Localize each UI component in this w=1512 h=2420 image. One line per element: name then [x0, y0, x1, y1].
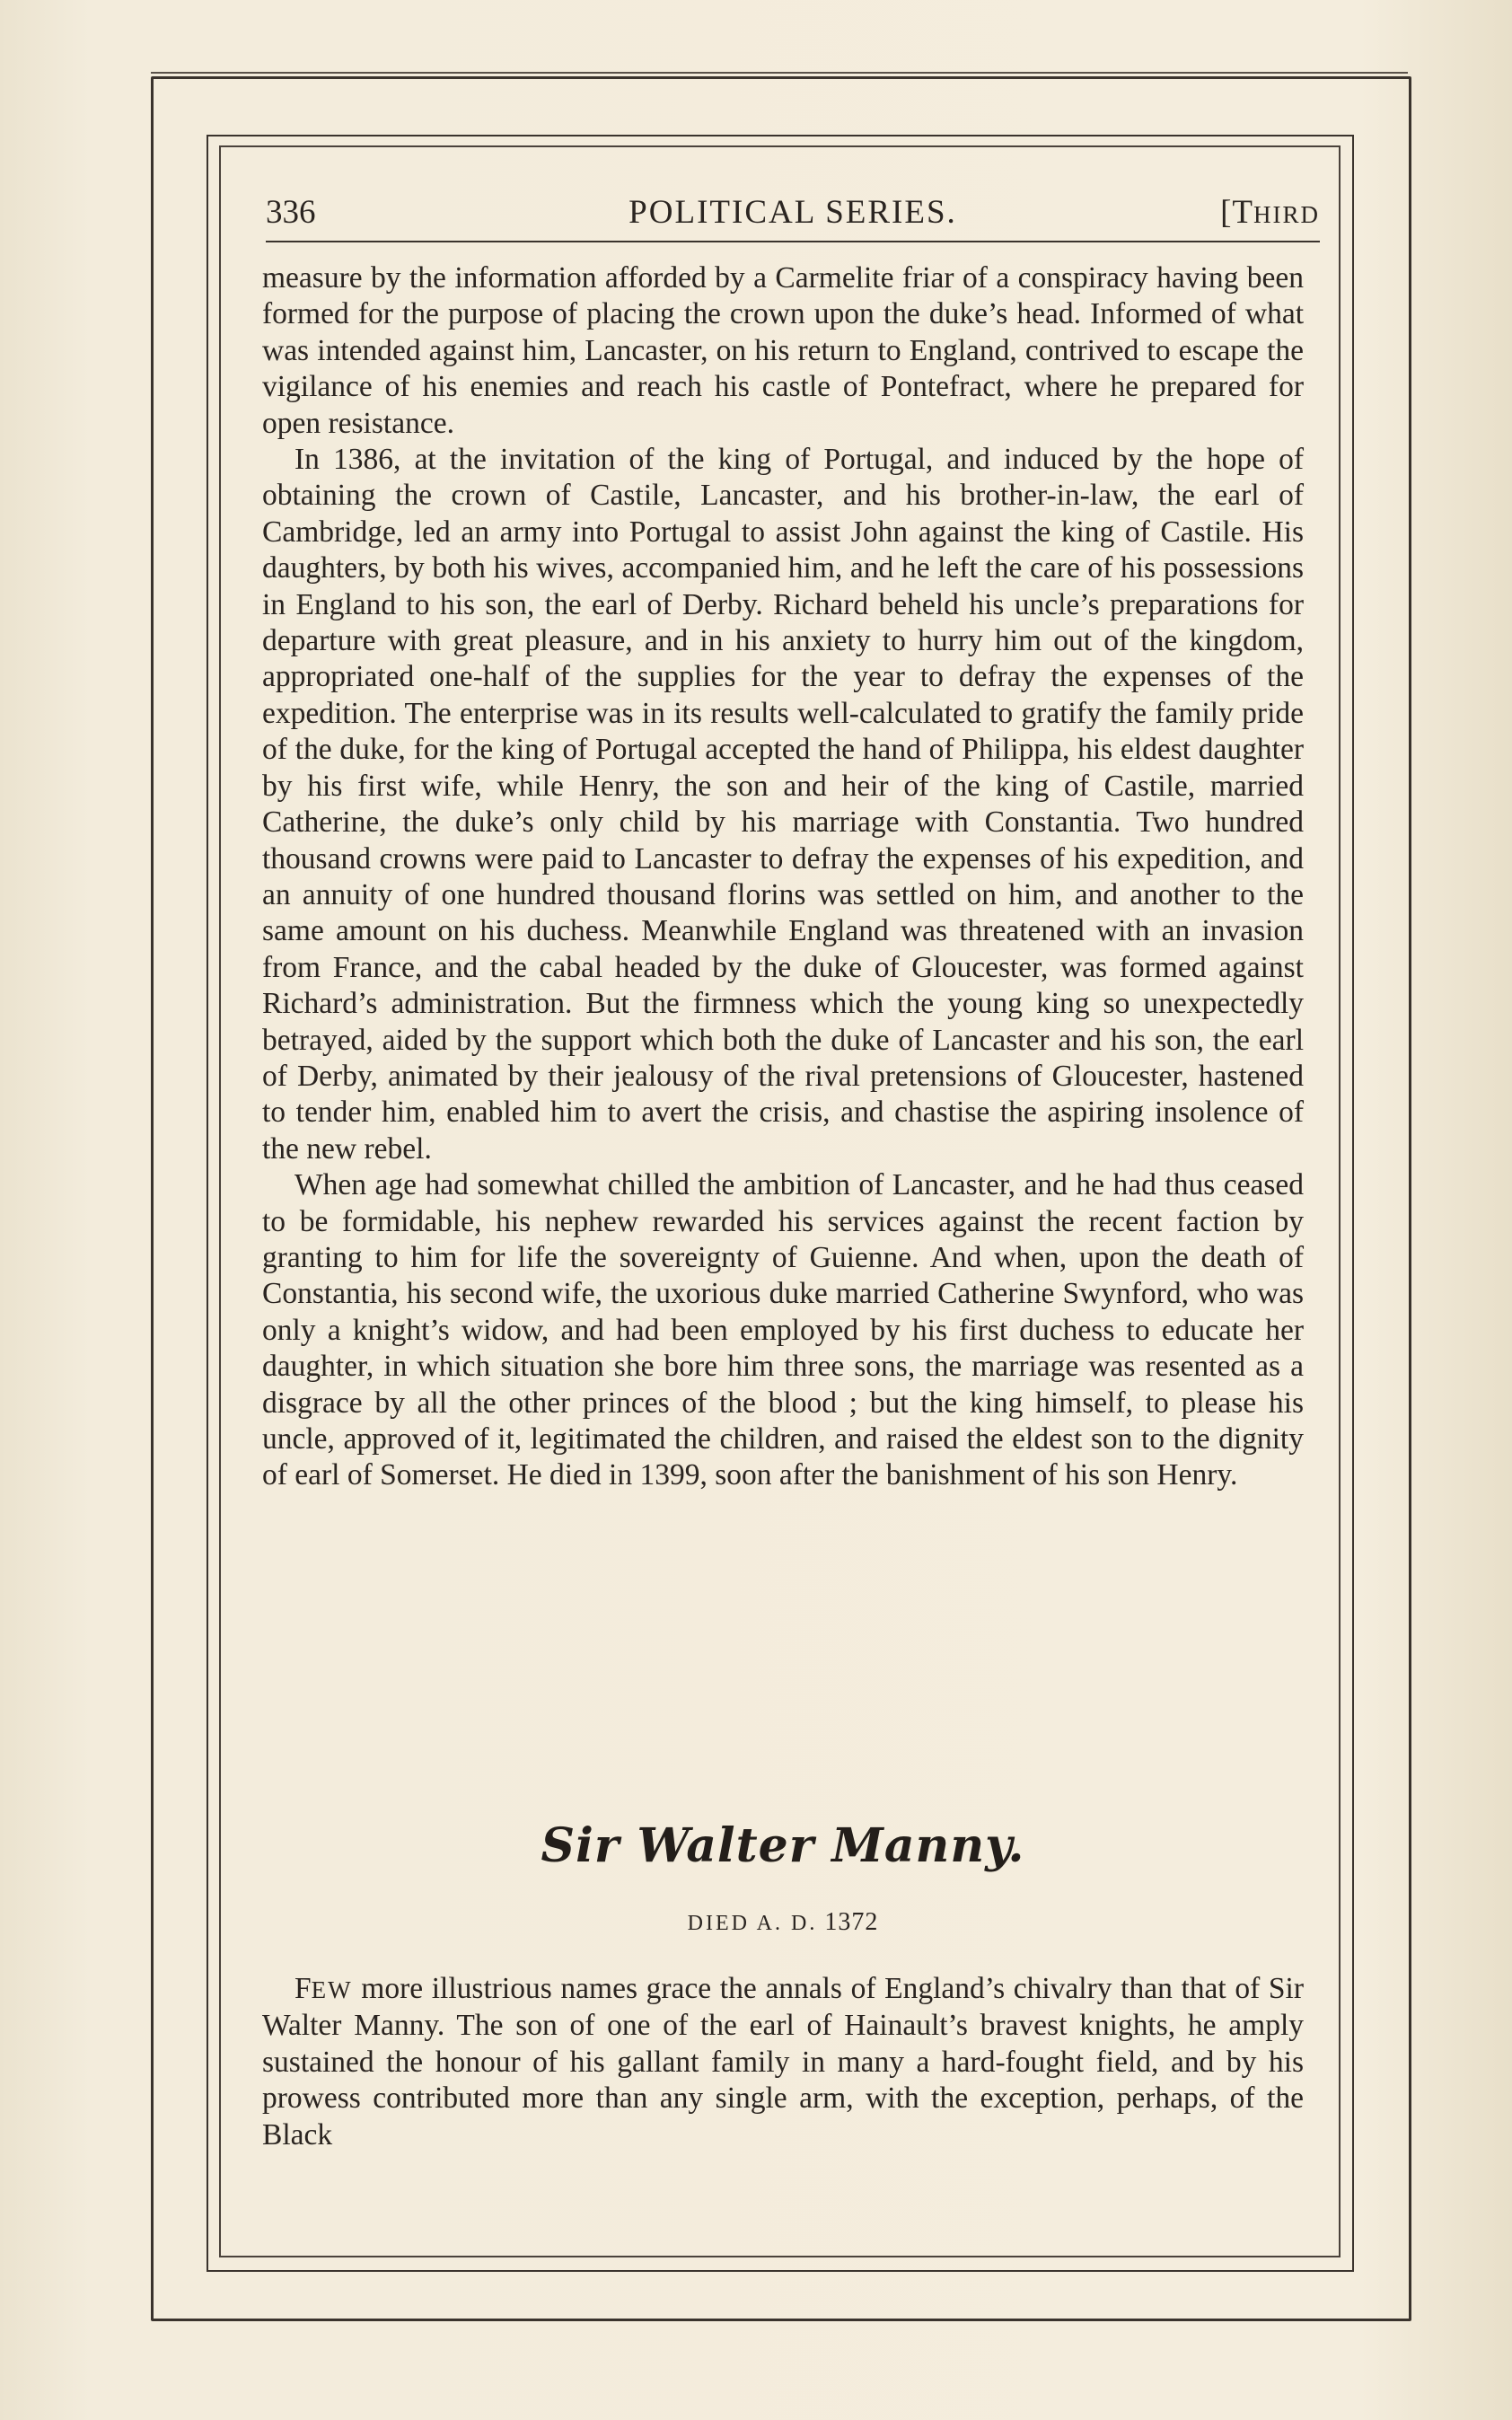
header-rule	[266, 241, 1320, 242]
small-caps-first-word: EW	[311, 1976, 353, 2003]
frame-top-line	[151, 72, 1408, 74]
paragraph-continued: measure by the information afforded by a Carmelite friar of a conspiracy having been formed for the purpose of placing the crown upon the duke’s head. Informed of what was intended against him, Lancaster, on his return to England, contrived to escape the vigilance of his enemies and reach his castle of Pontefract, where he prepared for open resistance.	[262, 261, 1304, 440]
body-text	[262, 260, 1304, 1494]
died-line	[262, 1908, 1304, 1937]
page-number: 336	[266, 194, 316, 231]
running-title: POLITICAL SERIES.	[629, 194, 957, 231]
page-header	[266, 184, 1320, 238]
section-mark	[1220, 193, 1320, 232]
section-title: Sir Walter Manny.	[541, 1818, 1025, 1873]
drop-initial: F	[294, 1972, 312, 2005]
paragraph-text: more illustrious names grace the annals of England’s chivalry than that of Sir Walter Manny. The son of one of the earl of Hainault’s bravest knights, he amply sustained the honour of his gallant family in many a hard-fought field, and by his prowess contributed more than any single arm, with the exception, perhaps, of the Black	[262, 1972, 1304, 2152]
section-body	[262, 1971, 1304, 2153]
died-label: DIED A. D.	[687, 1912, 818, 1935]
paragraph	[262, 1971, 1304, 2153]
section-mark-rest: HIRD	[1253, 201, 1320, 228]
paragraph: In 1386, at the invitation of the king of Portugal, and induced by the hope of obtaining the crown of Castile, Lancaster, and his brother-in-law, the earl of Cambridge, led an army into Portugal to assist John against the king of Castile. His daughters, by both his wives, accompanied him, and he left the care of his possessions in England to his son, the earl of Derby. Richard beheld his uncle’s preparations for departure with great pleasure, and in his anxiety to hurry him out of the kingdom, appropriated one-half of the supplies for the year to defray the expenses of the expedition. The enterprise was in its results well-calculated to gratify the family pride of the duke, for the king of Portugal accepted the hand of Philippa, his eldest daughter by his first wife, while Henry, the son and heir of the king of Castile, married Catherine, the duke’s only child by his marriage with Constantia. Two hundred thousand crowns were paid to Lancaster to defray the expenses of his expedition, and an annuity of one hundred thousand florins was settled on him, and another to the same amount on his duchess. Meanwhile England was threatened with an invasion from France, and the cabal headed by the duke of Gloucester, was formed against Richard’s administration. But the firmness which the young king so unexpectedly betrayed, aided by the support which both the duke of Lancaster and his son, the earl of Derby, animated by their jealousy of the rival pretensions of Gloucester, hastened to tender him, enabled him to avert the crisis, and chastise the aspiring insolence of the new rebel.	[262, 443, 1304, 1166]
paragraph: When age had somewhat chilled the ambition of Lancaster, and he had thus ceased to be formidable, his nephew rewarded his services against the recent faction by granting to him for life the sovereignty of Guienne. And when, upon the death of Constantia, his second wife, the uxorious duke married Catherine Swynford, who was only a knight’s widow, and had been employed by his first duchess to educate her daughter, in which situation she bore him three sons, the marriage was resented as a disgrace by all the other princes of the blood ; but the king himself, to please his uncle, approved of it, legitimated the children, and raised the eldest son to the dignity of earl of Somerset. He died in 1399, soon after the banishment of his son Henry.	[262, 1168, 1304, 1492]
section-mark-bracket: [T	[1220, 194, 1253, 231]
died-year: 1372	[824, 1908, 879, 1936]
